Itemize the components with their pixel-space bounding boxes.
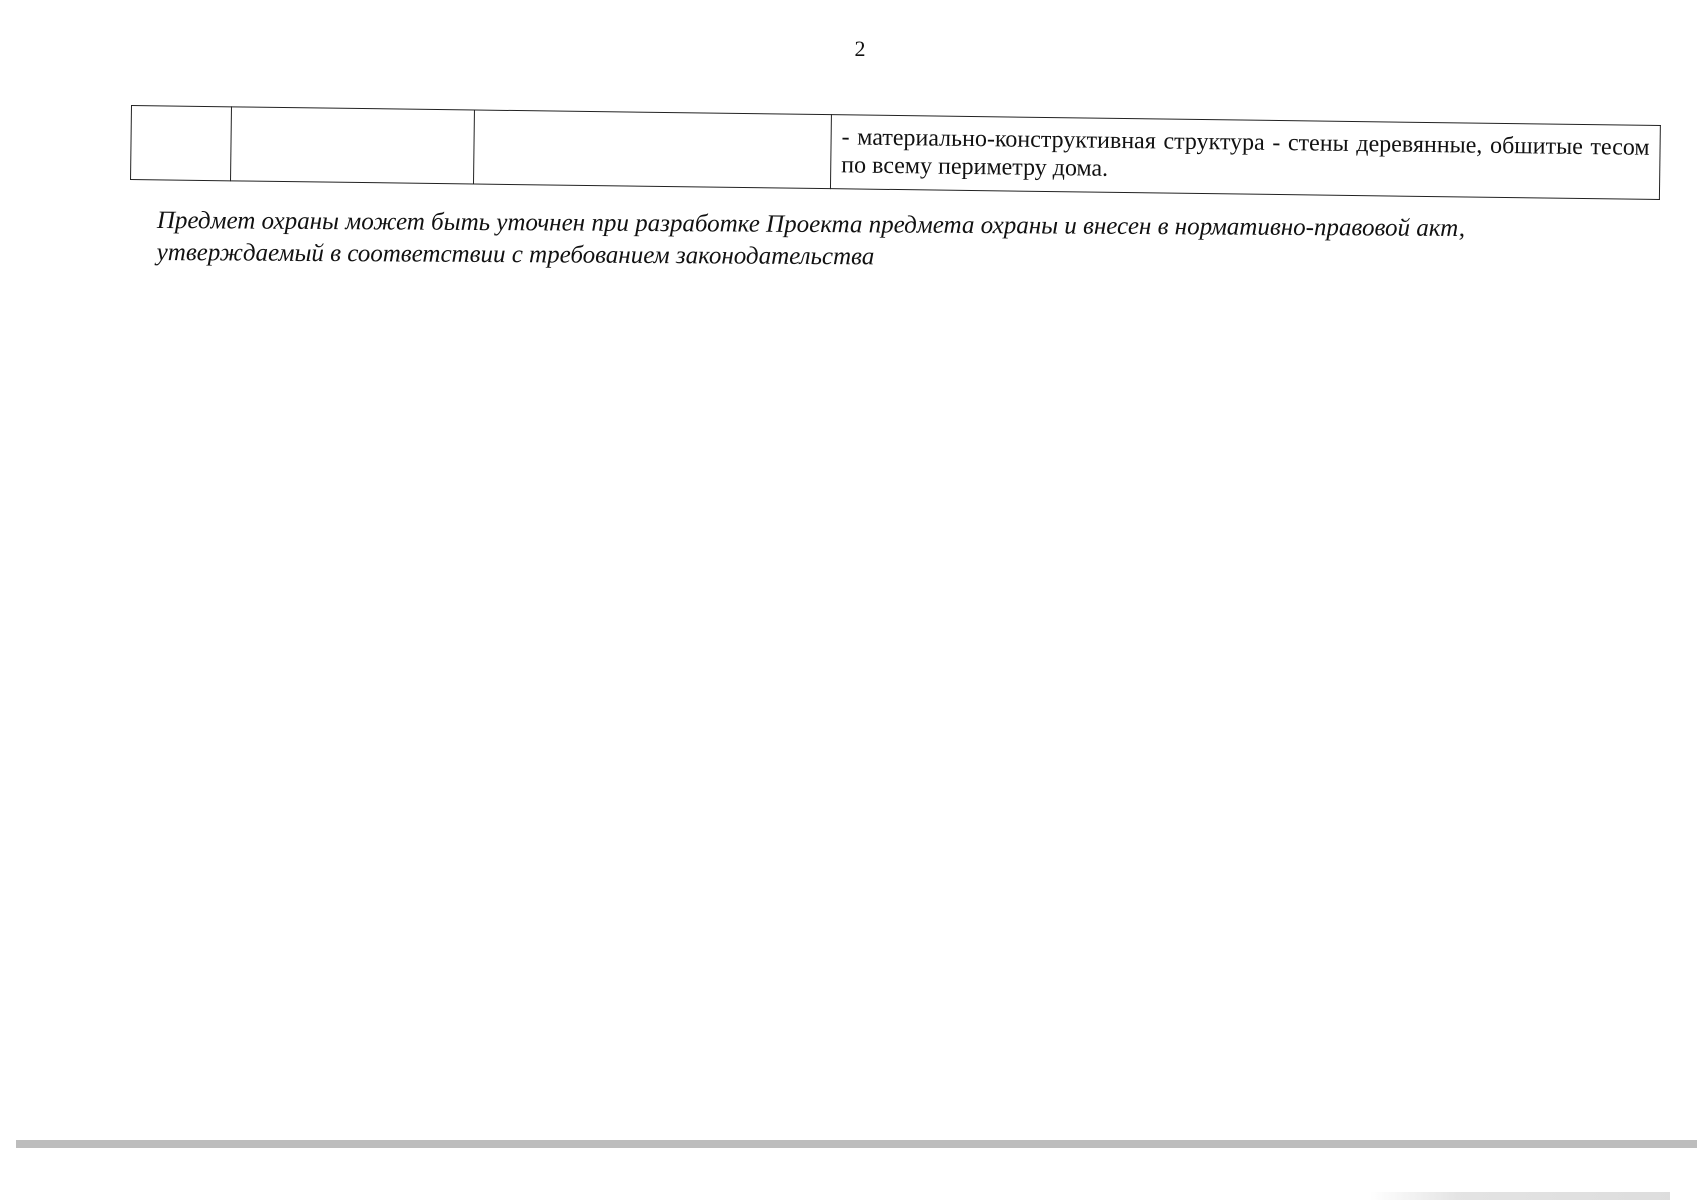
document-table (130, 105, 1661, 200)
table-cell-2 (231, 107, 475, 184)
page-number: 2 (854, 36, 866, 61)
table-cell-3-text (475, 111, 831, 124)
scan-smudge (1370, 1192, 1670, 1200)
table-cell-2-text (232, 107, 474, 118)
table-row (131, 106, 1661, 200)
table-cell-1-text (132, 106, 231, 115)
table-cell-1 (131, 106, 232, 181)
table-cell-4 (830, 115, 1660, 200)
table (130, 105, 1661, 200)
table-cell-3 (473, 110, 831, 189)
table-cell-4-text: - материально-конструктивная структура - стены деревянные, обшитые тесом по всему периметру дома. (841, 124, 1650, 182)
protection-subject-note: Предмет охраны может быть уточнен при разработке Проекта предмета охраны и внесен в нормативно-правовой акт, утверждаемый в соответствии с требованием законодательства (156, 206, 1466, 271)
scan-border-line (16, 1140, 1697, 1148)
